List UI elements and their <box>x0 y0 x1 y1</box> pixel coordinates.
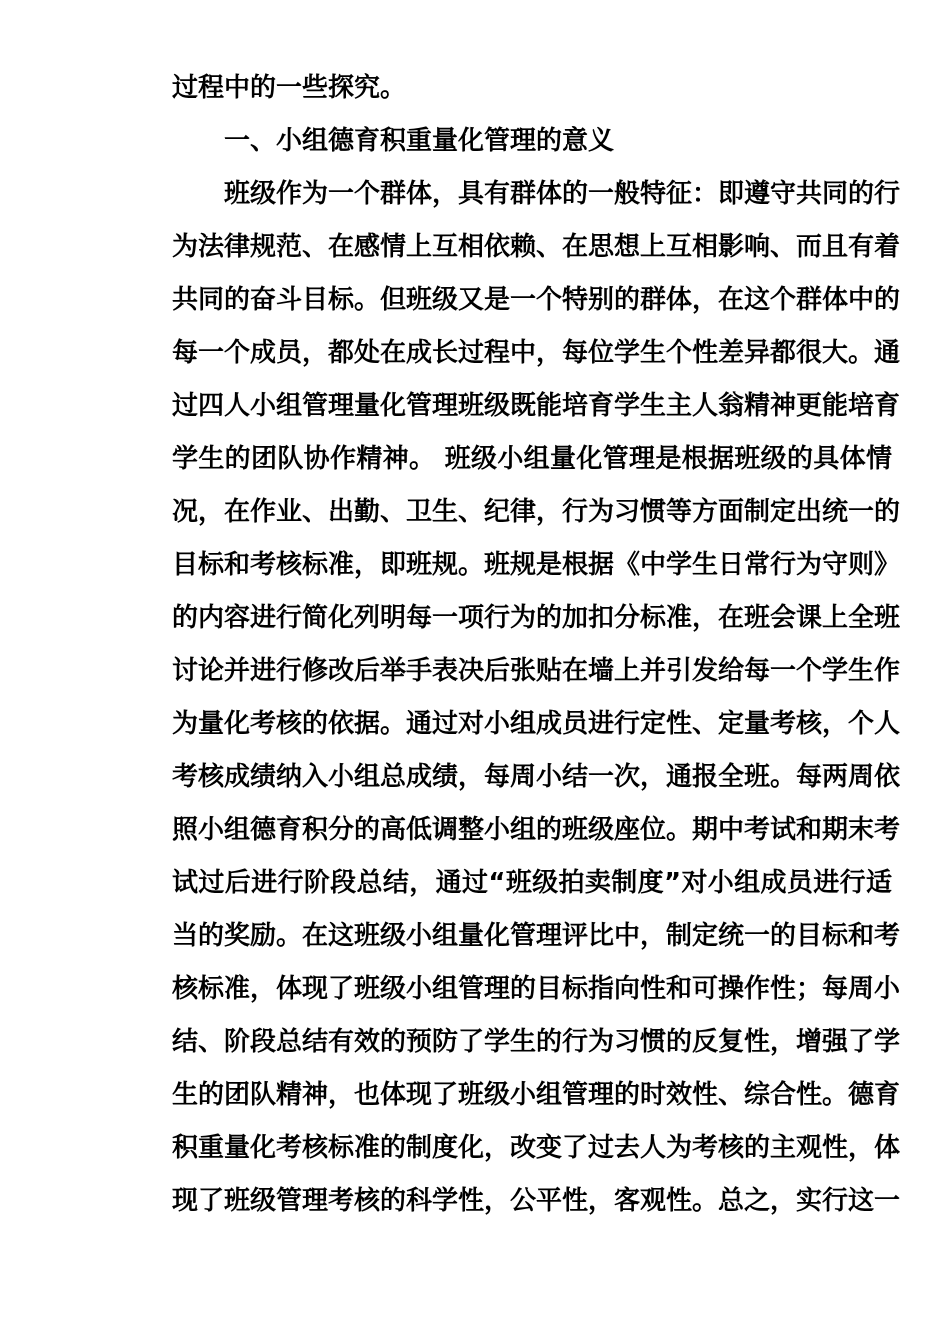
paragraph-line: 共同的奋斗目标。但班级又是一个特别的群体，在这个群体中的 <box>172 285 901 315</box>
paragraph-line: 当的奖励。在这班级小组量化管理评比中，制定统一的目标和考 <box>172 921 901 951</box>
paragraph-line: 过四人小组管理量化管理班级既能培育学生主人翁精神更能培育 <box>172 391 901 421</box>
paragraph-line: 过程中的一些探究。 <box>172 73 407 103</box>
paragraph-line: 每一个成员，都处在成长过程中，每位学生个性差异都很大。通 <box>172 338 901 368</box>
paragraph-line: 学生的团队协作精神。 班级小组量化管理是根据班级的具体情 <box>172 444 892 474</box>
paragraph-line: 班级作为一个群体，具有群体的一般特征：即遵守共同的行 <box>224 179 901 209</box>
paragraph-line: 照小组德育积分的高低调整小组的班级座位。期中考试和期末考 <box>172 815 901 845</box>
paragraph-line: 试过后进行阶段总结，通过“班级拍卖制度”对小组成员进行适 <box>172 868 892 898</box>
paragraph-line: 的内容进行简化列明每一项行为的加扣分标准，在班会课上全班 <box>172 603 901 633</box>
paragraph-line: 讨论并进行修改后举手表决后张贴在墙上并引发给每一个学生作 <box>172 656 901 686</box>
paragraph-line: 况，在作业、出勤、卫生、纪律，行为习惯等方面制定出统一的 <box>172 497 901 527</box>
paragraph-line: 结、阶段总结有效的预防了学生的行为习惯的反复性，增强了学 <box>172 1027 901 1057</box>
paragraph-line: 为法律规范、在感情上互相依赖、在思想上互相影响、而且有着 <box>172 232 901 262</box>
paragraph-line: 生的团队精神，也体现了班级小组管理的时效性、综合性。德育 <box>172 1080 901 1110</box>
section-heading: 一、小组德育积重量化管理的意义 <box>224 126 615 156</box>
paragraph-line: 考核成绩纳入小组总成绩，每周小结一次，通报全班。每两周依 <box>172 762 901 792</box>
paragraph-line: 积重量化考核标准的制度化，改变了过去人为考核的主观性，体 <box>172 1133 901 1163</box>
paragraph-line: 核标准，体现了班级小组管理的目标指向性和可操作性；每周小 <box>172 974 901 1004</box>
paragraph-line: 目标和考核标准，即班规。班规是根据《中学生日常行为守则》 <box>172 550 901 580</box>
document-page <box>172 62 901 1228</box>
paragraph-line: 现了班级管理考核的科学性，公平性，客观性。总之，实行这一 <box>172 1186 901 1216</box>
paragraph-line: 为量化考核的依据。通过对小组成员进行定性、定量考核，个人 <box>172 709 901 739</box>
